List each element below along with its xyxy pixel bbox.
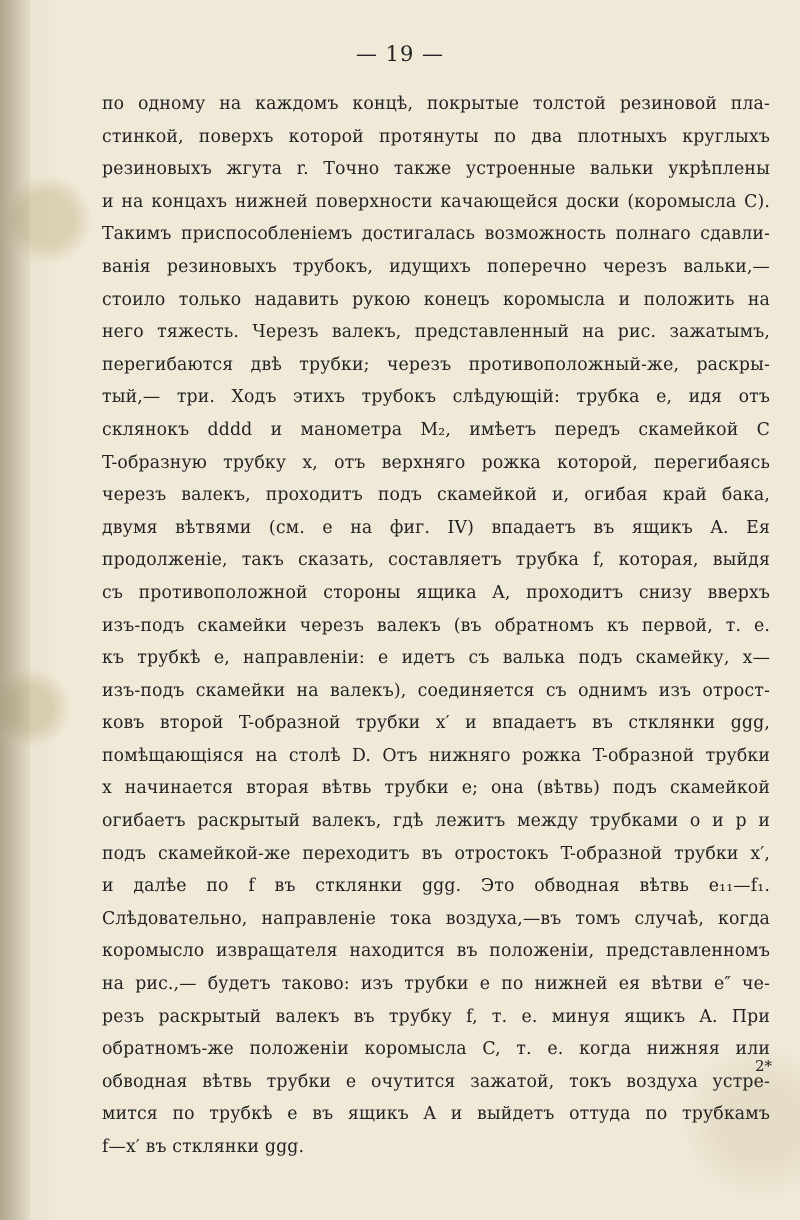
text-line: обратномъ-же положеніи коромысла C, т. е. когда нижняя или — [102, 1039, 770, 1060]
text-line: изъ-подъ скамейки на валекъ), соединяется съ однимъ изъ отрост- — [102, 680, 770, 701]
text-line: перегибаются двѣ трубки; черезъ противоположный-же, раскры- — [102, 354, 770, 375]
text-line: огибаетъ раскрытый валекъ, гдѣ лежитъ между трубками o и p и — [102, 811, 770, 832]
text-line: него тяжесть. Черезъ валекъ, представленный на рис. зажатымъ, — [102, 322, 770, 343]
text-line: резиновыхъ жгута r. Точно также устроенные вальки укрѣплены — [102, 159, 770, 180]
text-line: продолженіе, такъ сказать, составляетъ трубка f, которая, выйдя — [102, 550, 770, 571]
text-line: ванія резиновыхъ трубокъ, идущихъ поперечно черезъ вальки,— — [102, 256, 770, 277]
text-line: ковъ второй T-образной трубки x′ и впадаетъ въ стклянки ggg, — [102, 713, 770, 734]
binding-shadow — [0, 0, 30, 1220]
text-line: Слѣдовательно, направленіе тока воздуха,—въ томъ случаѣ, когда — [102, 908, 770, 929]
text-line: черезъ валекъ, проходитъ подъ скамейкой и, огибая край бака, — [102, 485, 770, 506]
text-line: обводная вѣтвь трубки e очутится зажатой, токъ воздуха устре- — [102, 1071, 770, 1092]
text-line: двумя вѣтвями (см. e на фиг. IV) впадаетъ въ ящикъ A. Ея — [102, 517, 770, 538]
text-line: Такимъ приспособленіемъ достигалась возможность полнаго сдавли- — [102, 224, 770, 245]
page-number: — 19 — — [355, 42, 445, 66]
text-line: на рис.,— будетъ таково: изъ трубки e по нижней ея вѣтви e″ че- — [102, 974, 770, 995]
text-line: къ трубкѣ e, направленіи: e идетъ съ валька подъ скамейку, x— — [102, 648, 770, 669]
text-line: T-образную трубку x, отъ верхняго рожка которой, перегибаясь — [102, 452, 770, 473]
text-line: и далѣе по f въ стклянки ggg. Это обводная вѣтвь e₁₁—f₁. — [102, 876, 770, 897]
text-line: резъ раскрытый валекъ въ трубку f, т. е. минуя ящикъ A. При — [102, 1006, 770, 1027]
text-line: мится по трубкѣ e въ ящикъ A и выйдетъ оттуда по трубкамъ — [102, 1104, 770, 1125]
text-line: тый,— три. Ходъ этихъ трубокъ слѣдующій: трубка e, идя отъ — [102, 387, 770, 408]
text-line: склянокъ dddd и манометра M₂, имѣетъ передъ скамейкой C — [102, 419, 770, 440]
text-line: x начинается вторая вѣтвь трубки e; она (вѣтвь) подъ скамейкой — [102, 778, 770, 799]
text-line: и на концахъ нижней поверхности качающейся доски (коромысла C). — [102, 191, 770, 212]
text-line: f—x′ въ стклянки ggg. — [102, 1137, 305, 1157]
text-line: по одному на каждомъ концѣ, покрытые толстой резиновой пла- — [102, 94, 770, 114]
text-line: изъ-подъ скамейки черезъ валекъ (въ обратномъ къ первой, т. е. — [102, 615, 770, 636]
signature-mark: 2* — [754, 1057, 772, 1075]
text-line: подъ скамейкой-же переходитъ въ отростокъ T-образной трубки x′, — [102, 843, 770, 864]
text-line: стинкой, поверхъ которой протянуты по два плотныхъ круглыхъ — [102, 126, 770, 147]
text-line: коромысло извращателя находится въ положеніи, представленномъ — [102, 941, 770, 962]
text-line: стоило только надавить рукою конецъ коромысла и положить на — [102, 289, 770, 310]
text-line: помѣщающіяся на столѣ D. Отъ нижняго рожка T-образной трубки — [102, 745, 770, 766]
body-text — [102, 88, 770, 1164]
text-line: съ противоположной стороны ящика A, проходитъ снизу вверхъ — [102, 582, 770, 603]
